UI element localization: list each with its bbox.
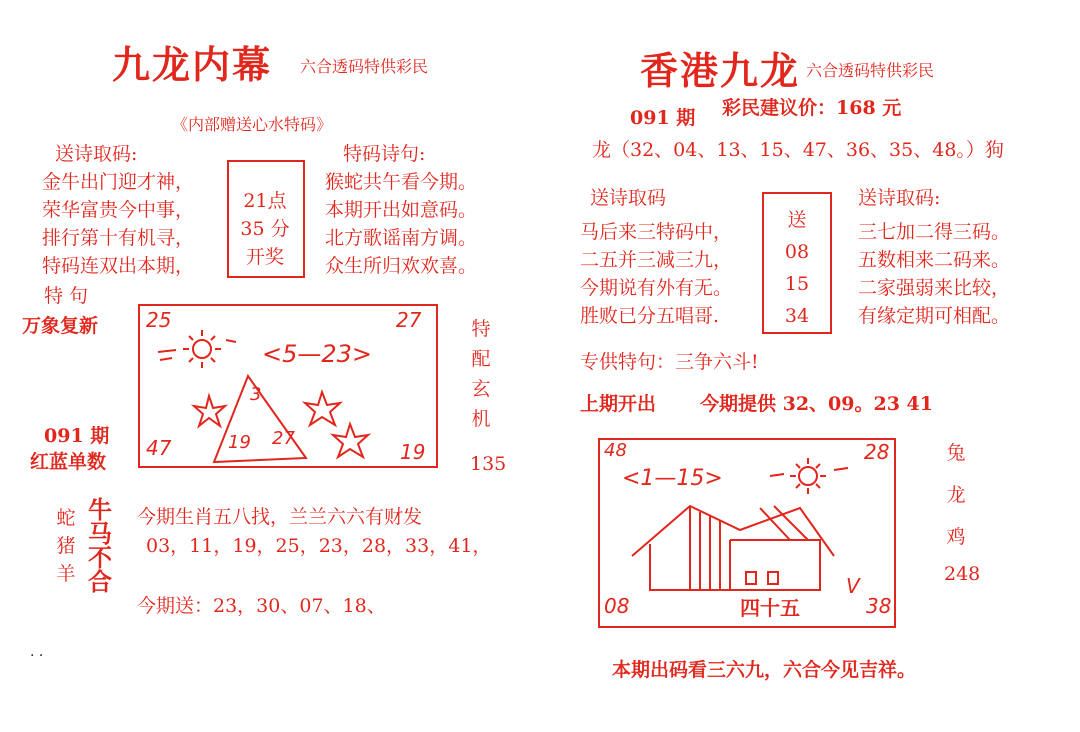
left-vertical-number: 135 (470, 453, 507, 475)
stray-dots: . . (30, 644, 44, 660)
right-corner-bl: 08 (604, 594, 630, 618)
left-corner-bl: 47 (146, 436, 172, 460)
left-poem-line: 排行第十有机寻， (42, 227, 195, 249)
side-animal: 兔 (946, 442, 966, 464)
left-title: 九龙内幕 (112, 42, 273, 87)
last-issue-label: 上期开出 (580, 393, 657, 415)
zodiac-big-char: 牛 (88, 495, 112, 524)
zodiac-big-char: 马 (88, 519, 112, 548)
dragon-line: 龙（32、04、13、15、47、36、35、48。）狗 (592, 139, 1004, 161)
right-corner-tr: 28 (864, 440, 890, 464)
right-poem-heading-right: 送诗取码: (858, 187, 941, 209)
left-special-line: 本期开出如意码。 (325, 199, 478, 221)
side-animal: 鸡 (946, 526, 966, 548)
send-box-item: 08 (784, 241, 810, 263)
zodiac-line: 今期生肖五八找，兰兰六六有财发 (137, 506, 423, 528)
triangle-number: 3 (250, 384, 262, 405)
right-title: 香港九龙 (640, 48, 801, 93)
side-animals (940, 432, 972, 558)
right-tagline: 六合透码特供彩民 (806, 61, 935, 80)
draw-time-line: 开奖 (245, 246, 284, 268)
house-text: 四十五 (740, 596, 800, 620)
send-box-item: 15 (784, 273, 810, 295)
right-poem-line: 胜败已分五唱哥. (580, 305, 720, 327)
left-poem-line: 金牛出门迎才神， (42, 171, 195, 193)
right-poem-line: 今期说有外有无。 (580, 277, 733, 299)
side-number: 248 (944, 563, 981, 585)
zodiac-big-char: 合 (88, 567, 112, 596)
zodiac-char: 蛇 (56, 507, 76, 529)
side-animal: 龙 (946, 484, 966, 506)
zodiac-big-char: 不 (88, 543, 112, 572)
right-poem-heading-left: 送诗取码 (590, 187, 667, 209)
left-range: <5—23> (262, 340, 373, 368)
right-poem-line: 有缘定期可相配。 (858, 305, 1011, 327)
draw-time-line: 21点 (243, 190, 287, 212)
left-poem-heading: 送诗取码: (55, 143, 138, 165)
right-poem-line: 二家强弱来比较， (858, 277, 1011, 299)
right-price: 彩民建议价：168 元 (722, 97, 902, 119)
vertical-char: 机 (471, 408, 491, 430)
special-phrase-label: 特 句 (44, 285, 89, 307)
right-issue: 091 期 (630, 107, 696, 129)
left-corner-tl: 25 (146, 308, 172, 332)
zodiac-char: 羊 (56, 563, 76, 585)
send-line: 今期送：23，30、07、18、 (137, 595, 386, 617)
left-special-line: 北方歌谣南方调。 (325, 227, 478, 249)
right-corner-tl: 48 (604, 440, 627, 461)
right-corner-br: 38 (866, 594, 892, 618)
send-box-item: 34 (784, 305, 810, 327)
sun-icon (770, 458, 848, 494)
this-issue-numbers: 今期提供 32、09。23 41 (700, 393, 933, 415)
left-special-heading: 特码诗句: (343, 143, 426, 165)
bottom-line: 本期出码看三六九，六合今见吉祥。 (612, 659, 917, 681)
house-icon (632, 506, 834, 590)
zodiac-char: 猪 (56, 535, 76, 557)
draw-time-line: 35 分 (240, 218, 290, 240)
triangle-number: 19 (228, 432, 251, 453)
left-special-line: 猴蛇共午看今期。 (325, 171, 478, 193)
send-box-item: 送 (787, 209, 807, 231)
right-poem-line: 马后来三特码中， (580, 221, 733, 243)
special-phrase: 万象复新 (22, 315, 99, 337)
right-special-phrase: 专供特句：三争六斗! (580, 351, 759, 373)
right-range: <1—15> (622, 466, 723, 491)
triangle-number: 27 (272, 428, 295, 449)
left-special-line: 众生所归欢欢喜。 (325, 255, 478, 277)
numbers-line: 03，11，19，25，23，28，33，41， (146, 535, 492, 557)
vertical-char: 配 (471, 348, 491, 370)
left-corner-tr: 27 (396, 308, 422, 332)
left-subtitle: 《内部赠送心水特码》 (172, 115, 333, 134)
left-corner-br: 19 (400, 440, 426, 464)
left-tagline: 六合透码特供彩民 (300, 57, 429, 76)
left-poem-line: 特码连双出本期， (42, 255, 195, 277)
right-poem-line: 三七加二得三码。 (858, 221, 1011, 243)
vertical-char: 特 (471, 318, 491, 340)
right-poem-line: 五数相来二码来。 (858, 249, 1011, 271)
right-poem-line: 二五并三减三九， (580, 249, 733, 271)
left-poem-line: 荣华富贵今中事， (42, 199, 195, 221)
red-blue-odd: 红蓝单数 (30, 451, 107, 473)
v-mark: V (846, 574, 860, 598)
vertical-char: 玄 (471, 378, 491, 400)
left-issue: 091 期 (44, 425, 110, 447)
